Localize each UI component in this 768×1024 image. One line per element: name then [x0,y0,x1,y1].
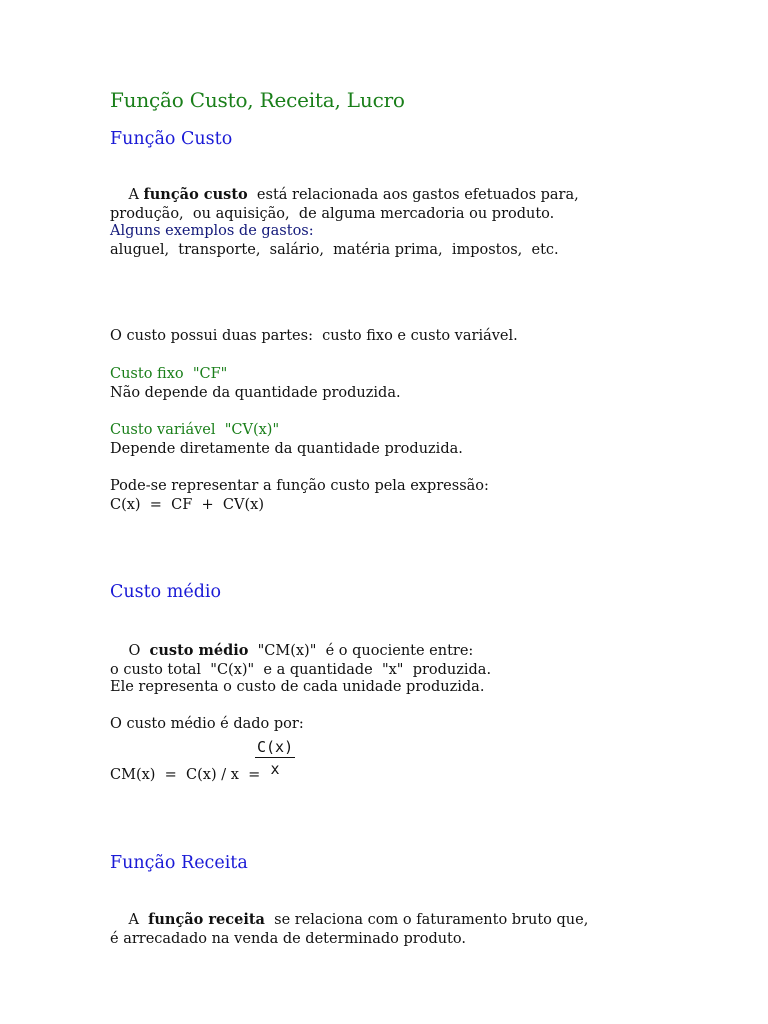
bold-term: função receita [148,911,265,928]
document-title: Função Custo, Receita, Lucro [110,88,405,112]
bold-term: custo médio [149,642,249,659]
text-fragment: se relaciona com o faturamento bruto que, [264,912,589,928]
custo-variavel-desc: Depende diretamente da quantidade produzida. [110,441,463,457]
text-fragment: O [128,643,150,659]
expression-intro: Pode-se representar a função custo pela expressão: [110,478,489,494]
text-fragment: A [128,187,144,203]
section-heading-custo-medio: Custo médio [110,582,222,602]
custo-fixo-label: Custo fixo "CF" [110,366,228,382]
text-line: produção, ou aquisição, de alguma mercadoria ou produto. [110,206,555,222]
text-line: o custo total "C(x)" e a quantidade "x" produzida. [110,662,492,678]
paragraph-funcao-receita [110,891,588,968]
fraction-denominator: x [270,760,280,778]
fraction-numerator: C(x) [257,738,294,756]
custo-medio-meaning: Ele representa o custo de cada unidade produzida. [110,679,485,695]
fraction [255,737,295,780]
examples-list: aluguel, transporte, salário, matéria prima, impostos, etc. [110,242,559,258]
section-heading-funcao-receita: Função Receita [110,853,248,873]
cost-parts-text: O custo possui duas partes: custo fixo e custo variável. [110,328,518,344]
bold-term: função custo [143,186,248,203]
custo-fixo-desc: Não depende da quantidade produzida. [110,385,401,401]
custo-variavel-label: Custo variável "CV(x)" [110,422,280,438]
custo-medio-formula: CM(x) = C(x) / x = [110,767,261,783]
text-fragment: "CM(x)" é o quociente entre: [248,643,474,659]
section-heading-funcao-custo: Função Custo [110,129,233,149]
text-fragment: A [128,912,149,928]
examples-label: Alguns exemplos de gastos: [110,223,314,239]
cost-expression: C(x) = CF + CV(x) [110,497,264,513]
custo-medio-given-by: O custo médio é dado por: [110,716,304,732]
text-fragment: está relacionada aos gastos efetuados para, [247,187,579,203]
text-line: é arrecadado na venda de determinado produto. [110,931,466,947]
